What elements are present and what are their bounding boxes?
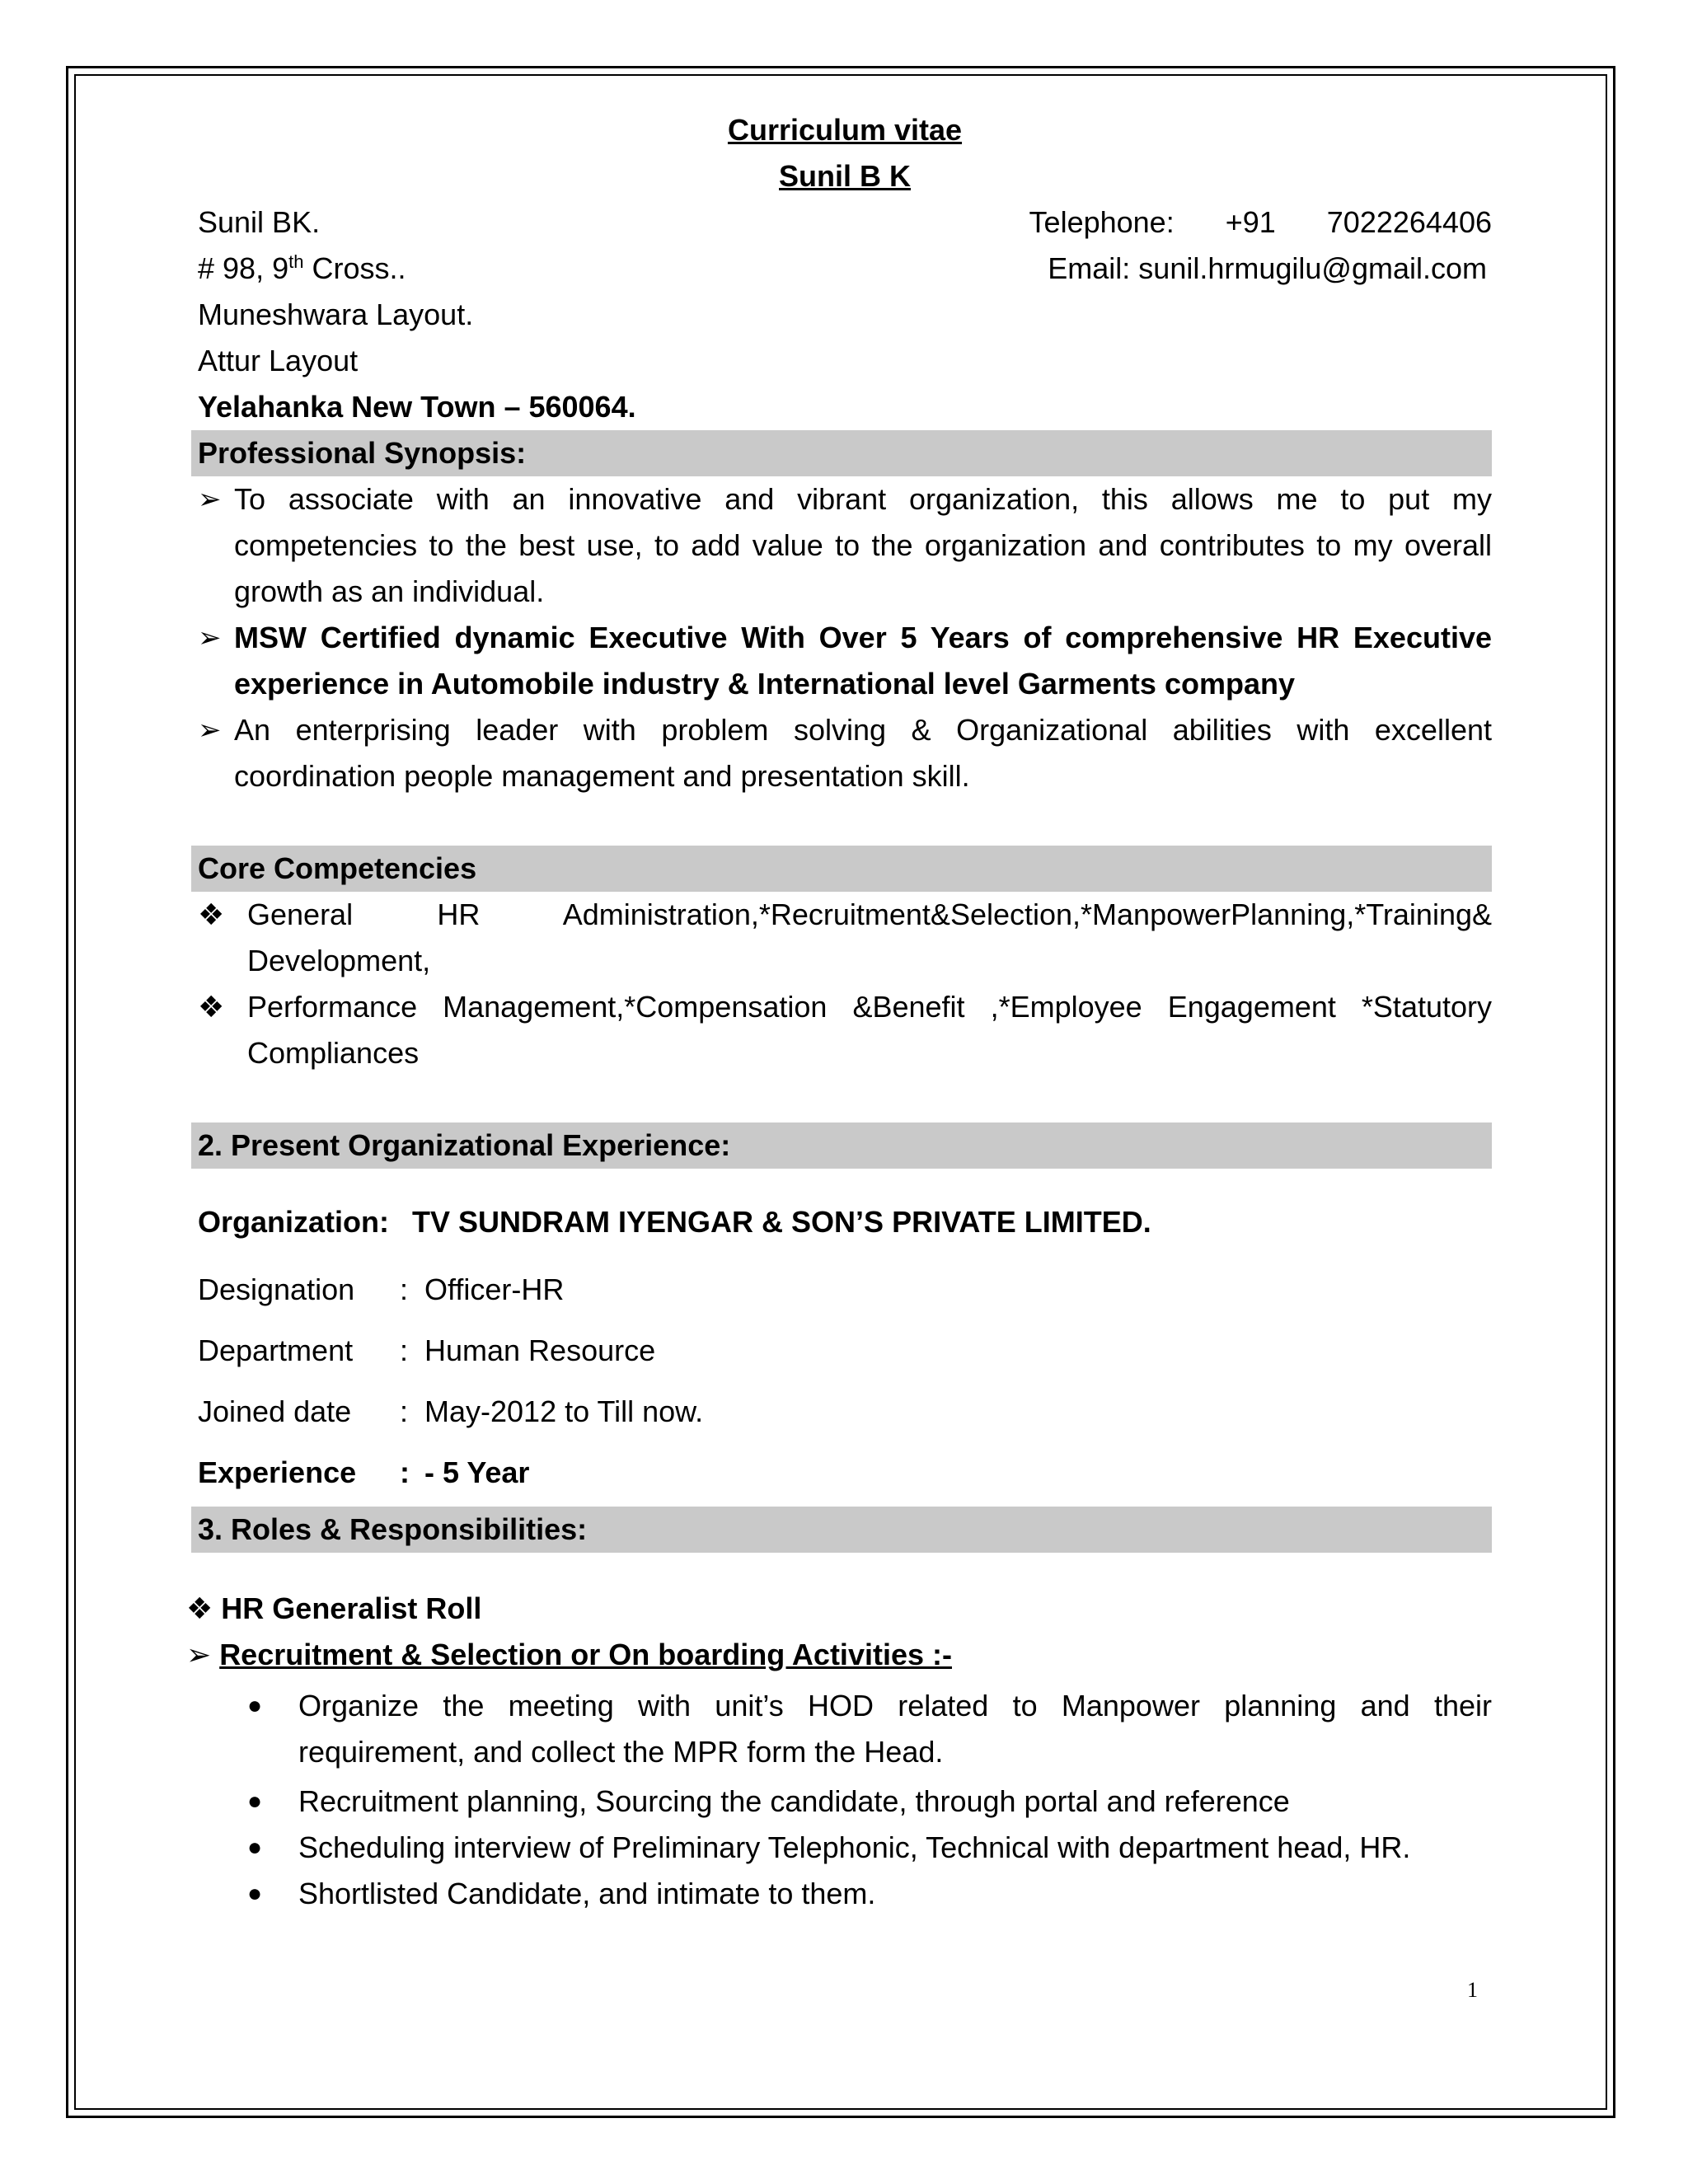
- list-item: ➢ An enterprising leader with problem solving & Organizational abilities with excellent coordination people management and presentation skill.: [198, 707, 1492, 799]
- telephone-label: Telephone:: [1029, 205, 1175, 239]
- contact-row-2: [198, 246, 1492, 292]
- list-item: ➢ MSW Certified dynamic Executive With Over 5 Years of comprehensive HR Executive experience in Automobile industry & International level Garments company: [198, 615, 1492, 707]
- list-item: ● Organize the meeting with unit’s HOD related to Manpower planning and their requirement, and collect the MPR form the Head.: [198, 1683, 1492, 1775]
- section-heading-experience: 2. Present Organizational Experience:: [191, 1122, 1492, 1169]
- organization-label: Organization:: [198, 1205, 389, 1239]
- telephone-number: 7022264406: [1326, 205, 1492, 239]
- diamond-bullet-icon: ❖: [198, 898, 225, 931]
- arrow-bullet-icon: ➢: [198, 622, 222, 654]
- name-title: Sunil B K: [779, 159, 911, 193]
- telephone: [1029, 199, 1492, 246]
- contact-row-1: [198, 199, 1492, 246]
- diamond-bullet-icon: ❖: [198, 990, 225, 1024]
- address-line-4: Yelahanka New Town – 560064.: [198, 390, 636, 424]
- list-item: ● Recruitment planning, Sourcing the candidate, through portal and reference: [198, 1779, 1492, 1825]
- address-line-2: Muneshwara Layout.: [198, 298, 474, 331]
- list-item: ● Scheduling interview of Preliminary Telephonic, Technical with department head, HR.: [198, 1825, 1492, 1871]
- resume-page: [186, 107, 1501, 1917]
- diamond-bullet-icon: ❖: [186, 1591, 213, 1625]
- organization-value: TV SUNDRAM IYENGAR & SON’S PRIVATE LIMITED.: [412, 1205, 1151, 1239]
- field-experience: Experience : - 5 Year: [198, 1455, 530, 1489]
- telephone-code: +91: [1225, 205, 1276, 239]
- arrow-bullet-icon: ➢: [186, 1638, 212, 1671]
- dot-bullet-icon: ●: [247, 1880, 263, 1907]
- field-department: Department : Human Resource: [198, 1333, 656, 1367]
- dot-bullet-icon: ●: [247, 1834, 263, 1861]
- arrow-bullet-icon: ➢: [198, 484, 222, 515]
- contact-name: Sunil BK.: [198, 205, 321, 239]
- section-heading-synopsis: Professional Synopsis:: [191, 430, 1492, 476]
- document-title: Curriculum vitae: [727, 113, 963, 147]
- email: Email: sunil.hrmugilu@gmail.com: [1048, 251, 1487, 285]
- list-item: ❖ Performance Management,*Compensation &Benefit ,*Employee Engagement *Statutory Compliances: [198, 984, 1492, 1076]
- field-joined-date: Joined date : May-2012 to Till now.: [198, 1394, 704, 1428]
- dot-bullet-icon: ●: [247, 1692, 263, 1719]
- section-heading-roles: 3. Roles & Responsibilities:: [191, 1507, 1492, 1553]
- roles-subheading-1: ❖ HR Generalist Roll: [186, 1591, 482, 1625]
- list-item: ❖ General HR Administration,*Recruitment&Selection,*ManpowerPlanning,*Training& Development,: [198, 892, 1492, 984]
- arrow-bullet-icon: ➢: [198, 715, 222, 746]
- list-item: ● Shortlisted Candidate, and intimate to them.: [198, 1871, 1492, 1917]
- roles-subheading-2: ➢ Recruitment & Selection or On boarding Activities :-: [186, 1638, 952, 1671]
- address-line-3: Attur Layout: [198, 344, 359, 377]
- page-number: 1: [1467, 1978, 1478, 2002]
- organization: [198, 1185, 1492, 1259]
- field-designation: Designation : Officer-HR: [198, 1272, 565, 1306]
- section-heading-core: Core Competencies: [191, 846, 1492, 892]
- list-item: ➢ To associate with an innovative and vibrant organization, this allows me to put my competencies to the best use, to add value to the organization and contributes to my overall growth as an individual.: [198, 476, 1492, 615]
- dot-bullet-icon: ●: [247, 1788, 263, 1815]
- address-line-1: # 98, 9th Cross..: [198, 251, 406, 285]
